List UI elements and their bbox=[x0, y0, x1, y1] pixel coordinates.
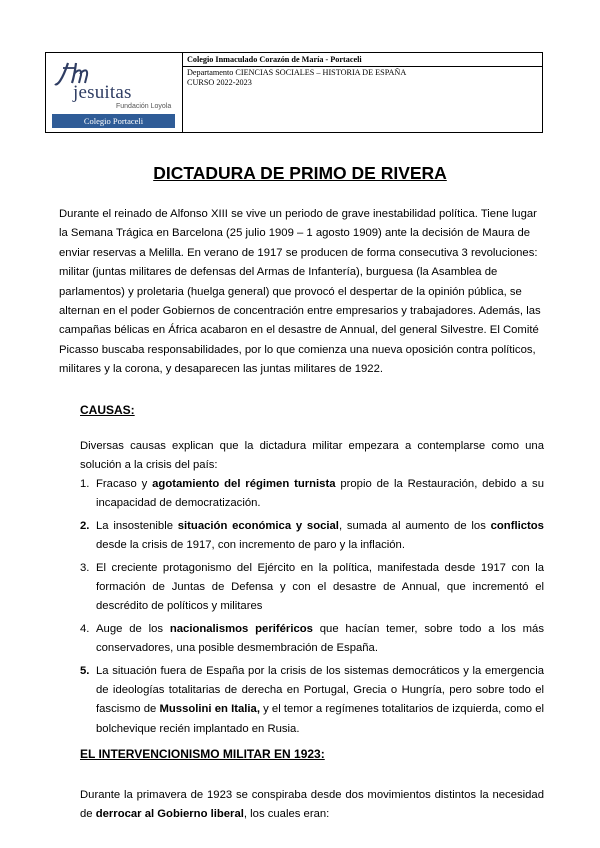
logo-text: jesuitas bbox=[73, 82, 132, 103]
logo-subtext: Fundación Loyola bbox=[116, 103, 172, 110]
list-item: 2. La insostenible situación económica y social, sumada al aumento de los conflictos desde la crisis de 1917, con incremento de paro y la inflación. bbox=[80, 519, 544, 552]
causes-intro: Diversas causas explican que la dictadura militar empezara a contemplarse como una solución a la crisis del país: bbox=[80, 440, 544, 472]
causes-heading: CAUSAS: bbox=[80, 403, 135, 417]
intervencionismo-heading: EL INTERVENCIONISMO MILITAR EN 1923: bbox=[80, 747, 325, 761]
list-item: 3. El creciente protagonismo del Ejército en la política, manifestada desde 1917 con la formación de Juntas de Defensa y con el desastre de Annual, que incrementó el descrédito de políticos y militares bbox=[80, 561, 544, 613]
course: CURSO 2022-2023 bbox=[187, 78, 252, 87]
intro-paragraph: Durante el reinado de Alfonso XIII se vive un periodo de grave inestabilidad política. Tiene lugar la Semana Trágica en Barcelona (25 julio 1909 – 1 agosto 1909) ante la decisión de Maura de enviar reservas a Melilla. En verano de 1917 se producen de forma consecutiva 3 revoluciones: militar (juntas militares de defensas del Armas de Infantería), burguesa (la Asamblea de parlamentos) y proletaria (huelga general) que provocó el despertar de la opinión pública, se alternan en el poder Gobiernos de concentración entre empresarios y trabajadores. Además, las campañas bélicas en África acabaron en el desastre de Annual, del general Silvestre. El Comité Picasso buscaba responsabilidades, por lo que comienza una nueva oposición contra políticos, militares y la corona, y desaparecen las juntas militares de 1922. bbox=[59, 208, 541, 376]
header-table bbox=[45, 52, 543, 133]
causes-list bbox=[80, 475, 544, 742]
list-item: 1. Fracaso y agotamiento del régimen turnista propio de la Restauración, debido a su incapacidad de democratización. bbox=[80, 478, 544, 510]
department: Departamento CIENCIAS SOCIALES – HISTORIA DE ESPAÑA bbox=[187, 68, 407, 77]
school-name: Colegio Inmaculado Corazón de María - Portaceli bbox=[183, 53, 542, 67]
logo-bar: Colegio Portaceli bbox=[52, 114, 175, 128]
page-title: DICTADURA DE PRIMO DE RIVERA bbox=[153, 163, 447, 183]
list-item: 4. Auge de los nacionalismos periféricos que hacían temer, sobre todo a los más conservadores, una posible desmembración de España. bbox=[80, 622, 544, 655]
logo-cell bbox=[46, 53, 183, 132]
intervencionismo-paragraph: Durante la primavera de 1923 se conspiraba desde dos movimientos distintos la necesidad de derrocar al Gobierno liberal, los cuales eran: bbox=[80, 789, 544, 821]
list-item: 5. La situación fuera de España por la crisis de los sistemas democráticos y la emergencia de ideologías totalitarias de derecha en Portugal, Grecia o Hungría, pero sobre todo el fascismo de Mussolini en Italia, y el temor a regímenes totalitarios de izquierda, como el bolchevique recién implantado en Rusia. bbox=[80, 664, 544, 735]
info-cell bbox=[183, 53, 542, 132]
department-info bbox=[183, 67, 542, 88]
